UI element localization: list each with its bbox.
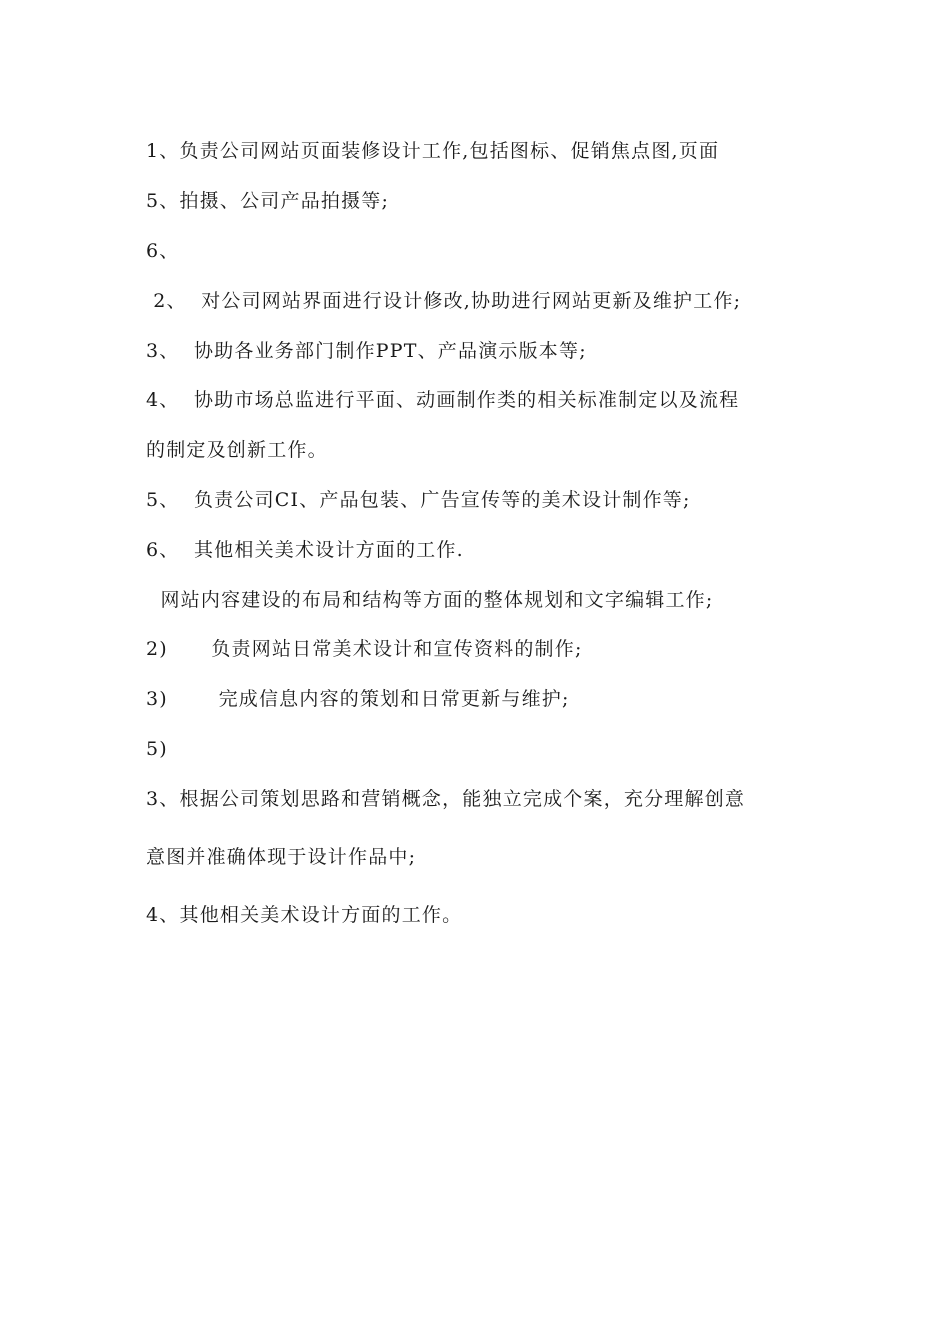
text-line: 4、 协助市场总监进行平面、动画制作类的相关标准制定以及流程 [146, 389, 740, 411]
text-line: 2) 负责网站日常美术设计和宣传资料的制作; [146, 638, 583, 660]
text-line: 网站内容建设的布局和结构等方面的整体规划和文字编辑工作; [146, 589, 714, 611]
text-line: 6、 其他相关美术设计方面的工作. [146, 539, 464, 561]
text-line: 6、 [146, 240, 180, 262]
text-line: 4、其他相关美术设计方面的工作。 [146, 904, 463, 926]
text-line: 的制定及创新工作。 [146, 439, 328, 461]
text-line: 3) 完成信息内容的策划和日常更新与维护; [146, 688, 570, 710]
text-line: 3、 协助各业务部门制作PPT、产品演示版本等; [146, 340, 587, 362]
text-line: 2、 对公司网站界面进行设计修改,协助进行网站更新及维护工作; [146, 290, 742, 312]
text-line: 5、拍摄、公司产品拍摄等; [146, 190, 390, 212]
text-line: 3、根据公司策划思路和营销概念，能独立完成个案，充分理解创意 [146, 788, 746, 810]
text-line: 1、负责公司网站页面装修设计工作,包括图标、促销焦点图,页面 [146, 140, 720, 162]
text-line: 5、 负责公司CI、产品包装、广告宣传等的美术设计制作等; [146, 489, 691, 511]
text-line: 5) [146, 738, 168, 760]
text-line: 意图并准确体现于设计作品中; [146, 846, 417, 868]
